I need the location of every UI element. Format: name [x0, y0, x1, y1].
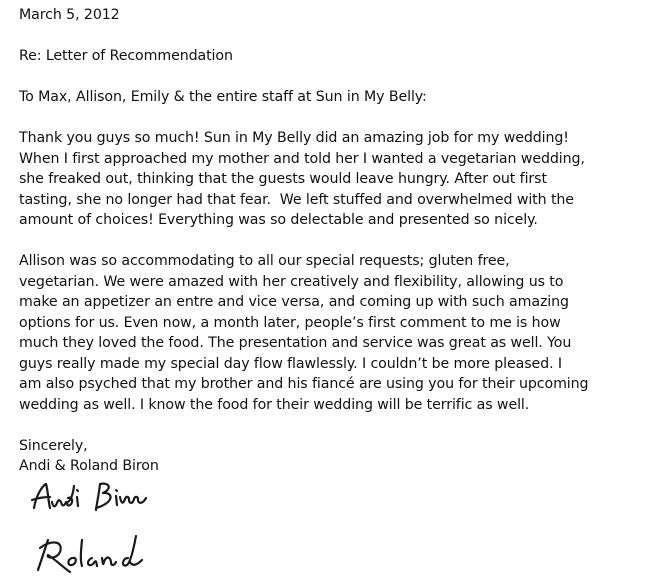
paragraph-line: wedding as well. I know the food for their wedding will be terrific as well.	[19, 396, 530, 413]
letter-salutation: To Max, Allison, Emily & the entire staff at Sun in My Belly:	[19, 89, 427, 105]
paragraph-line: much they loved the food. The presentation and service was great as well. You	[19, 335, 572, 351]
paragraph-line: options for us. Even now, a month later, people’s first comment to me is how	[19, 314, 561, 331]
letter-body	[19, 5, 644, 477]
letter-date: March 5, 2012	[19, 7, 120, 23]
signature-roland	[38, 536, 142, 572]
letter-closing: Sincerely,	[19, 437, 88, 454]
paragraph-line: vegetarian. We were amazed with her creatively and flexibility, allowing us to	[19, 273, 564, 290]
handwritten-signatures	[26, 478, 186, 582]
letter-signers: Andi & Roland Biron	[19, 458, 159, 474]
paragraph-2	[19, 251, 644, 415]
paragraph-line: Allison was so accommodating to all our special requests; gluten free,	[19, 253, 510, 269]
paragraph-line: she freaked out, thinking that the guests would leave hungry. After out first	[19, 171, 547, 187]
paragraph-line: amount of choices! Everything was so delectable and presented so nicely.	[19, 212, 538, 228]
signature-andi-biron	[32, 484, 146, 510]
paragraph-line: am also psyched that my brother and his fiancé are using you for their upcoming	[19, 376, 589, 392]
paragraph-line: Thank you guys so much! Sun in My Belly did an amazing job for my wedding!	[19, 130, 569, 146]
paragraph-line: When I first approached my mother and told her I wanted a vegetarian wedding,	[19, 150, 585, 167]
letter-subject: Re: Letter of Recommendation	[19, 48, 233, 64]
signature-block	[26, 478, 186, 582]
paragraph-line: make an appetizer an entre and vice versa, and coming up with such amazing	[19, 294, 569, 310]
paragraph-line: guys really made my special day flow flawlessly. I couldn’t be more pleased. I	[19, 355, 562, 372]
paragraph-line: tasting, she no longer had that fear. We left stuffed and overwhelmed with the	[19, 191, 574, 208]
paragraph-1	[19, 128, 644, 231]
